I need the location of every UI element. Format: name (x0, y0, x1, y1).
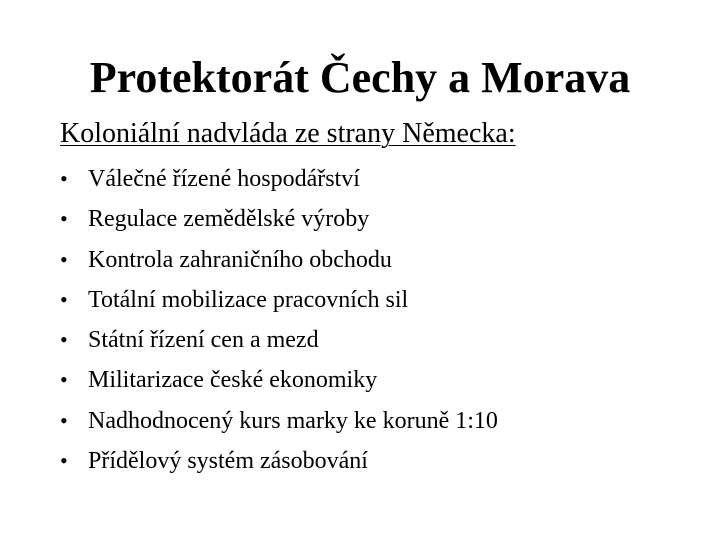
list-item-text: Přídělový systém zásobování (88, 448, 368, 475)
bullet-icon: • (60, 327, 68, 353)
slide-subtitle: Koloniální nadvláda ze strany Německa: (60, 118, 516, 149)
bullet-icon: • (60, 166, 68, 191)
bullet-icon: • (60, 206, 68, 232)
list-item (60, 280, 498, 320)
list-item (60, 199, 498, 239)
list-item-text: Militarizace české ekonomiky (88, 367, 378, 394)
bullet-list (60, 159, 498, 481)
list-item (60, 441, 498, 481)
list-item-text: Totální mobilizace pracovních sil (88, 286, 409, 313)
list-item-text: Kontrola zahraničního obchodu (88, 246, 392, 273)
list-item (60, 360, 498, 400)
list-item-text: Regulace zemědělské výroby (88, 206, 370, 233)
bullet-icon: • (60, 448, 68, 474)
bullet-icon: • (60, 246, 68, 272)
list-item-text: Státní řízení cen a mezd (88, 327, 319, 354)
list-item (60, 320, 498, 360)
bullet-icon: • (60, 286, 68, 312)
list-item (60, 401, 498, 441)
list-item (60, 159, 498, 199)
list-item-text: Válečné řízené hospodářství (88, 166, 360, 192)
slide-title: Protektorát Čechy a Morava (89, 53, 631, 102)
bullet-icon: • (60, 367, 68, 393)
list-item-text: Nadhodnocený kurs marky ke koruně 1:10 (88, 407, 498, 434)
list-item (60, 240, 498, 280)
bullet-icon: • (60, 407, 68, 433)
